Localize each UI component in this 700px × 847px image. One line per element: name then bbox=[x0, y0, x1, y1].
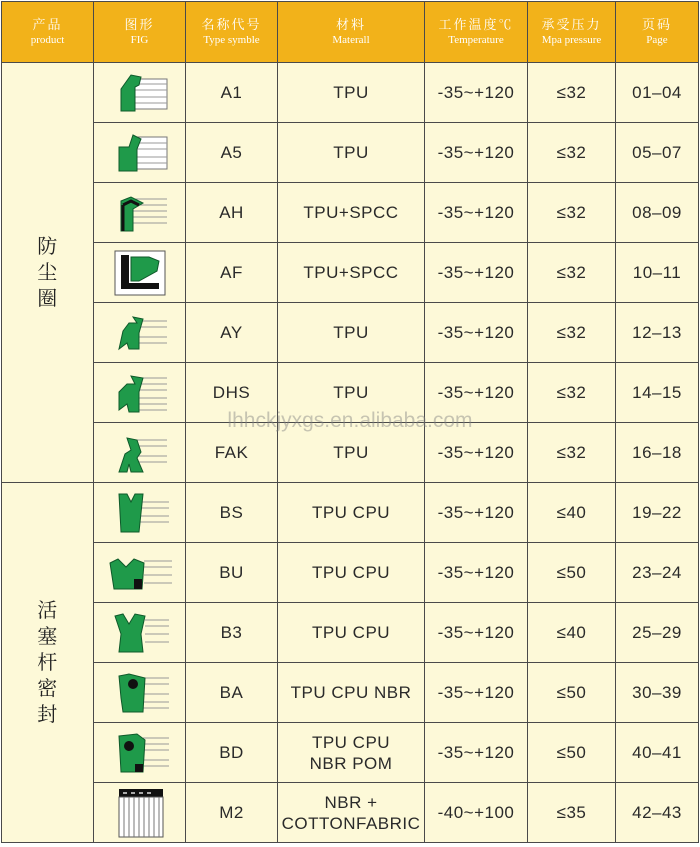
table-row bbox=[2, 243, 699, 303]
pressure-cell: ≤32 bbox=[528, 243, 616, 303]
header-material: 材料 Materall bbox=[278, 2, 425, 63]
material-cell: TPU CPU bbox=[278, 483, 425, 543]
material-cell: TPU bbox=[278, 303, 425, 363]
page-cell: 16–18 bbox=[616, 423, 699, 483]
material-cell: TPU CPU bbox=[278, 603, 425, 663]
wiper-seal-a5-icon bbox=[94, 123, 186, 183]
rod-seal-bu-icon bbox=[94, 543, 186, 603]
table-row bbox=[2, 183, 699, 243]
material-cell: TPU bbox=[278, 123, 425, 183]
type-cell: A1 bbox=[186, 63, 278, 123]
material-cell bbox=[278, 783, 425, 843]
temperature-cell: -35~+120 bbox=[425, 603, 528, 663]
temperature-cell: -35~+120 bbox=[425, 723, 528, 783]
pressure-cell: ≤32 bbox=[528, 303, 616, 363]
header-row bbox=[2, 2, 699, 63]
temperature-cell: -35~+120 bbox=[425, 63, 528, 123]
material-line-2: NBR POM bbox=[309, 753, 393, 773]
page-cell: 42–43 bbox=[616, 783, 699, 843]
page-cell: 23–24 bbox=[616, 543, 699, 603]
material-cell: TPU+SPCC bbox=[278, 183, 425, 243]
type-cell: B3 bbox=[186, 603, 278, 663]
rod-seal-ba-icon bbox=[94, 663, 186, 723]
type-cell: BA bbox=[186, 663, 278, 723]
category-label: 活塞杆密封 bbox=[37, 599, 58, 726]
rod-seal-bs-icon bbox=[94, 483, 186, 543]
type-cell: A5 bbox=[186, 123, 278, 183]
table-row bbox=[2, 63, 699, 123]
page-cell: 05–07 bbox=[616, 123, 699, 183]
page-cell: 25–29 bbox=[616, 603, 699, 663]
category-label: 防尘圈 bbox=[37, 235, 58, 310]
rod-seal-b3-icon bbox=[94, 603, 186, 663]
seal-catalog-table bbox=[1, 1, 699, 843]
page-cell: 19–22 bbox=[616, 483, 699, 543]
pressure-cell: ≤50 bbox=[528, 663, 616, 723]
temperature-cell: -35~+120 bbox=[425, 303, 528, 363]
wiper-seal-a1-icon bbox=[94, 63, 186, 123]
table-row bbox=[2, 603, 699, 663]
temperature-cell: -35~+120 bbox=[425, 243, 528, 303]
temperature-cell: -35~+120 bbox=[425, 363, 528, 423]
pressure-cell: ≤35 bbox=[528, 783, 616, 843]
pressure-cell: ≤40 bbox=[528, 483, 616, 543]
material-line-2: COTTONFABRIC bbox=[281, 813, 421, 833]
header-type: 名称代号 Type symble bbox=[186, 2, 278, 63]
pressure-cell: ≤40 bbox=[528, 603, 616, 663]
page-cell: 10–11 bbox=[616, 243, 699, 303]
rod-seal-m2-icon bbox=[94, 783, 186, 843]
pressure-cell: ≤32 bbox=[528, 183, 616, 243]
material-cell: TPU CPU NBR bbox=[278, 663, 425, 723]
temperature-cell: -35~+120 bbox=[425, 663, 528, 723]
category-cell-rod-seal bbox=[2, 483, 94, 843]
temperature-cell: -35~+120 bbox=[425, 123, 528, 183]
temperature-cell: -35~+120 bbox=[425, 543, 528, 603]
type-cell: DHS bbox=[186, 363, 278, 423]
material-line-1: NBR + bbox=[324, 792, 378, 812]
pressure-cell: ≤50 bbox=[528, 723, 616, 783]
pressure-cell: ≤32 bbox=[528, 363, 616, 423]
pressure-cell: ≤32 bbox=[528, 423, 616, 483]
temperature-cell: -40~+100 bbox=[425, 783, 528, 843]
header-page: 页码 Page bbox=[616, 2, 699, 63]
material-cell: TPU+SPCC bbox=[278, 243, 425, 303]
header-product: 产品 product bbox=[2, 2, 94, 63]
watermark: lhhckjyxgs.en.alibaba.com bbox=[227, 409, 473, 432]
wiper-seal-af-icon bbox=[94, 243, 186, 303]
temperature-cell: -35~+120 bbox=[425, 423, 528, 483]
material-cell bbox=[278, 723, 425, 783]
wiper-seal-ah-icon bbox=[94, 183, 186, 243]
table-row bbox=[2, 663, 699, 723]
page-cell: 12–13 bbox=[616, 303, 699, 363]
type-cell: AF bbox=[186, 243, 278, 303]
pressure-cell: ≤32 bbox=[528, 63, 616, 123]
material-cell: TPU bbox=[278, 63, 425, 123]
wiper-seal-fak-icon bbox=[94, 423, 186, 483]
wiper-seal-dhs-icon bbox=[94, 363, 186, 423]
type-cell: AY bbox=[186, 303, 278, 363]
type-cell: BS bbox=[186, 483, 278, 543]
page-cell: 30–39 bbox=[616, 663, 699, 723]
rod-seal-bd-icon bbox=[94, 723, 186, 783]
page-cell: 08–09 bbox=[616, 183, 699, 243]
page-cell: 01–04 bbox=[616, 63, 699, 123]
table-row bbox=[2, 543, 699, 603]
wiper-seal-ay-icon bbox=[94, 303, 186, 363]
type-cell: M2 bbox=[186, 783, 278, 843]
category-cell-dust-wiper bbox=[2, 63, 94, 483]
table-row bbox=[2, 363, 699, 423]
header-fig: 图形 FIG bbox=[94, 2, 186, 63]
table-row bbox=[2, 723, 699, 783]
page-cell: 14–15 bbox=[616, 363, 699, 423]
table-row bbox=[2, 123, 699, 183]
material-line-1: TPU CPU bbox=[311, 732, 391, 752]
pressure-cell: ≤32 bbox=[528, 123, 616, 183]
pressure-cell: ≤50 bbox=[528, 543, 616, 603]
type-cell: AH bbox=[186, 183, 278, 243]
type-cell: FAK bbox=[186, 423, 278, 483]
temperature-cell: -35~+120 bbox=[425, 483, 528, 543]
material-cell: TPU CPU bbox=[278, 543, 425, 603]
type-cell: BU bbox=[186, 543, 278, 603]
material-cell: TPU bbox=[278, 363, 425, 423]
page-cell: 40–41 bbox=[616, 723, 699, 783]
table-row bbox=[2, 303, 699, 363]
header-temperature: 工作温度℃ Temperature bbox=[425, 2, 528, 63]
type-cell: BD bbox=[186, 723, 278, 783]
temperature-cell: -35~+120 bbox=[425, 183, 528, 243]
material-cell: TPU bbox=[278, 423, 425, 483]
table-row bbox=[2, 423, 699, 483]
header-pressure: 承受压力 Mpa pressure bbox=[528, 2, 616, 63]
table-row bbox=[2, 783, 699, 843]
table-row bbox=[2, 483, 699, 543]
